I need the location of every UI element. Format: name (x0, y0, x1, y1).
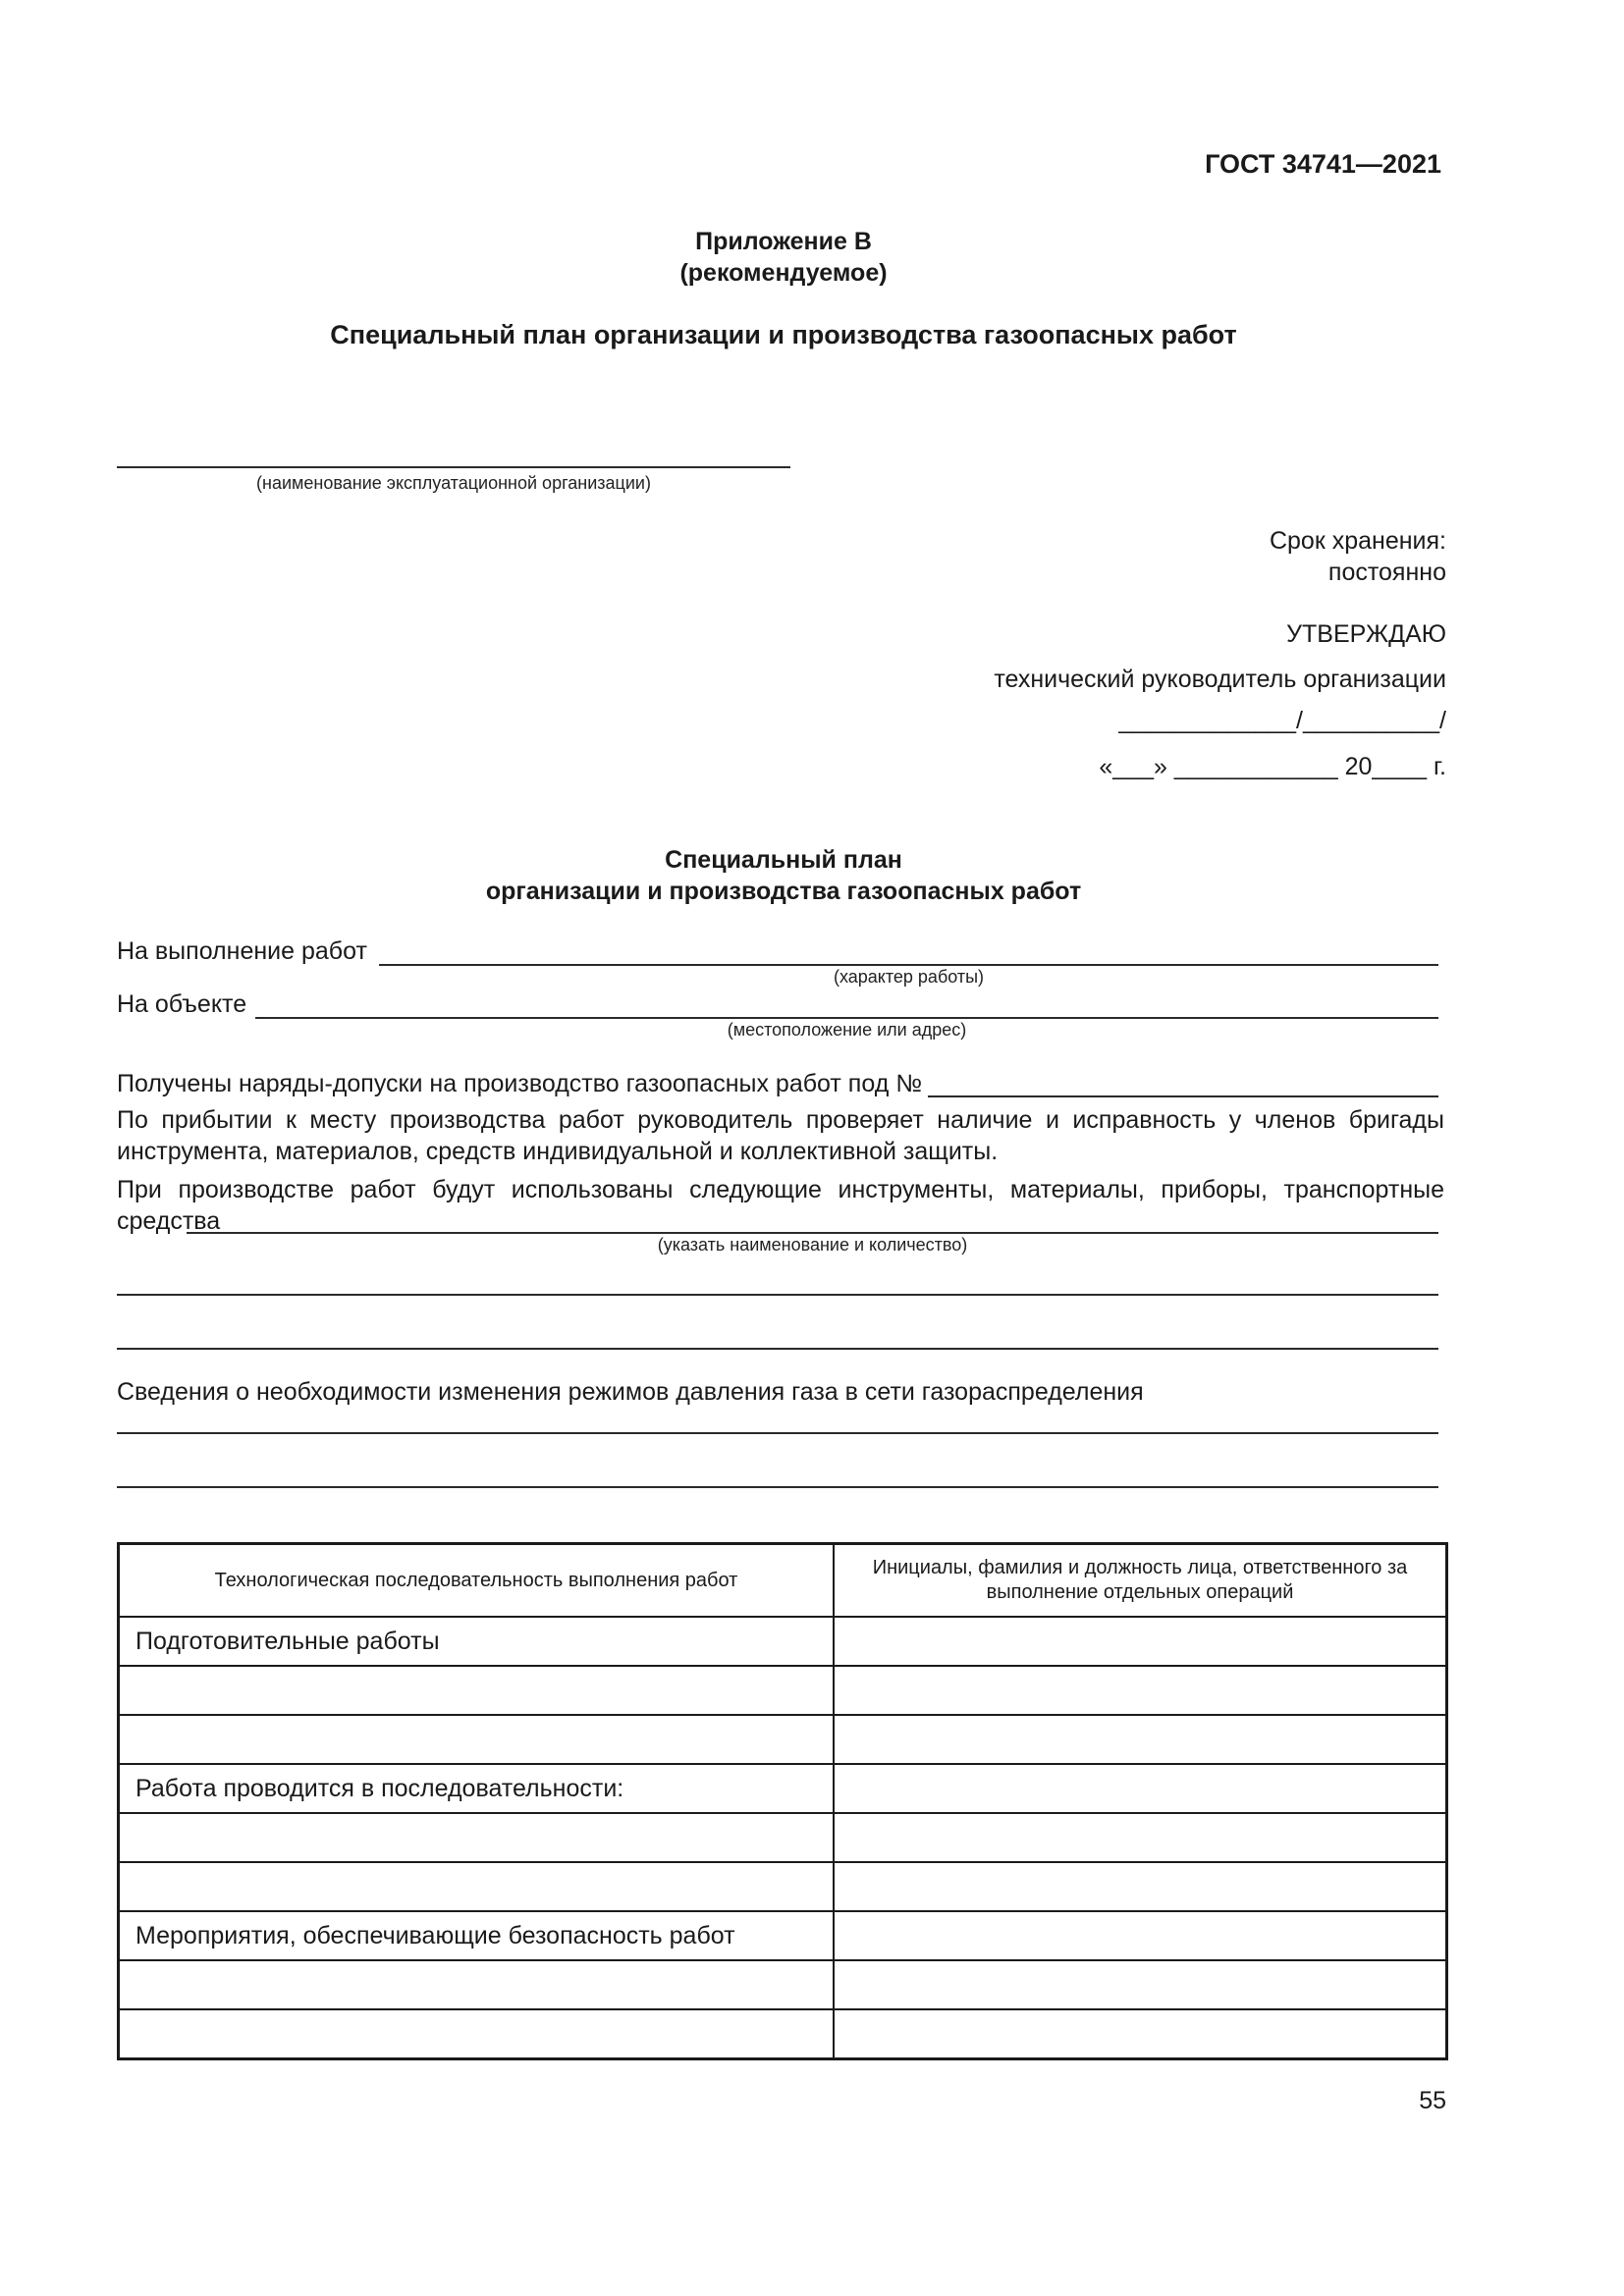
plan-title-line1: Специальный план (665, 846, 902, 874)
tools-paragraph: При производстве работ будут использованы следующие инструменты, материалы, приборы, транспортные средства (117, 1176, 1444, 1235)
object-caption: (местоположение или адрес) (727, 1020, 967, 1040)
responsible-cell[interactable] (834, 1813, 1447, 1862)
appendix-title: Приложение В (695, 228, 872, 255)
sequence-cell[interactable] (119, 1813, 835, 1862)
org-name-field-line[interactable] (117, 466, 790, 468)
responsible-cell[interactable] (834, 1666, 1447, 1715)
responsible-cell[interactable] (834, 1617, 1447, 1666)
work-caption: (характер работы) (833, 967, 985, 987)
table-row (119, 1666, 1447, 1715)
sequence-cell[interactable] (119, 1960, 835, 2009)
object-label: На объекте (117, 990, 247, 1018)
work-label: На выполнение работ (117, 937, 367, 965)
signature-field[interactable]: _____________/__________/ (1118, 707, 1446, 734)
table-row (119, 1911, 1447, 1960)
arrival-paragraph: По прибытии к месту производства работ руководитель проверяет наличие и исправность у членов бригады инструмента, материалов, средств индивидуальной и коллективной защиты. (117, 1106, 1444, 1165)
tools-field-line[interactable] (187, 1232, 1438, 1234)
table-row (119, 2009, 1447, 2059)
table-header-row (119, 1544, 1447, 1618)
table-row (119, 1764, 1447, 1813)
responsible-cell[interactable] (834, 2009, 1447, 2059)
sequence-cell[interactable]: Подготовительные работы (119, 1617, 835, 1666)
pressure-text: Сведения о необходимости изменения режимов давления газа в сети газораспределения (117, 1378, 1144, 1406)
approver-position: технический руководитель организации (994, 666, 1446, 693)
responsible-cell[interactable] (834, 1862, 1447, 1911)
tools-extra-line-1[interactable] (117, 1294, 1438, 1296)
appendix-name: Специальный план организации и производства газоопасных работ (330, 320, 1237, 349)
date-field[interactable]: «___» ____________ 20____ г. (1099, 753, 1446, 780)
page-number: 55 (1419, 2087, 1446, 2114)
permits-text: Получены наряды-допуски на производство газоопасных работ под № (117, 1070, 923, 1097)
document-number: ГОСТ 34741—2021 (1205, 149, 1441, 179)
header-responsible: Инициалы, фамилия и должность лица, ответственного за выполнение отдельных операций (834, 1544, 1447, 1618)
header-sequence: Технологическая последовательность выполнения работ (119, 1544, 835, 1618)
sequence-cell[interactable]: Работа проводится в последовательности: (119, 1764, 835, 1813)
table-row (119, 1715, 1447, 1764)
table-row (119, 1813, 1447, 1862)
storage-label: Срок хранения: (1269, 527, 1446, 555)
responsible-cell[interactable] (834, 1960, 1447, 2009)
table-row (119, 1617, 1447, 1666)
table-row (119, 1960, 1447, 2009)
responsible-cell[interactable] (834, 1715, 1447, 1764)
sequence-cell[interactable] (119, 1666, 835, 1715)
plan-title-line2: организации и производства газоопасных работ (485, 878, 1082, 905)
storage-value: постоянно (1327, 559, 1446, 586)
tools-extra-line-2[interactable] (117, 1348, 1438, 1350)
tools-caption: (указать наименование и количество) (657, 1235, 968, 1255)
pressure-line-2[interactable] (117, 1486, 1438, 1488)
sequence-cell[interactable] (119, 1862, 835, 1911)
operations-table (117, 1542, 1448, 2060)
sequence-cell[interactable] (119, 2009, 835, 2059)
responsible-cell[interactable] (834, 1764, 1447, 1813)
permit-number-field-line[interactable] (928, 1095, 1438, 1097)
approve-label: УТВЕРЖДАЮ (1286, 620, 1446, 648)
responsible-cell[interactable] (834, 1911, 1447, 1960)
appendix-status: (рекомендуемое) (679, 259, 888, 287)
sequence-cell[interactable]: Мероприятия, обеспечивающие безопасность работ (119, 1911, 835, 1960)
org-name-caption: (наименование эксплуатационной организации) (256, 473, 651, 493)
table-row (119, 1862, 1447, 1911)
object-field-line[interactable] (255, 1017, 1438, 1019)
sequence-cell[interactable] (119, 1715, 835, 1764)
pressure-line-1[interactable] (117, 1432, 1438, 1434)
work-field-line[interactable] (379, 964, 1438, 966)
